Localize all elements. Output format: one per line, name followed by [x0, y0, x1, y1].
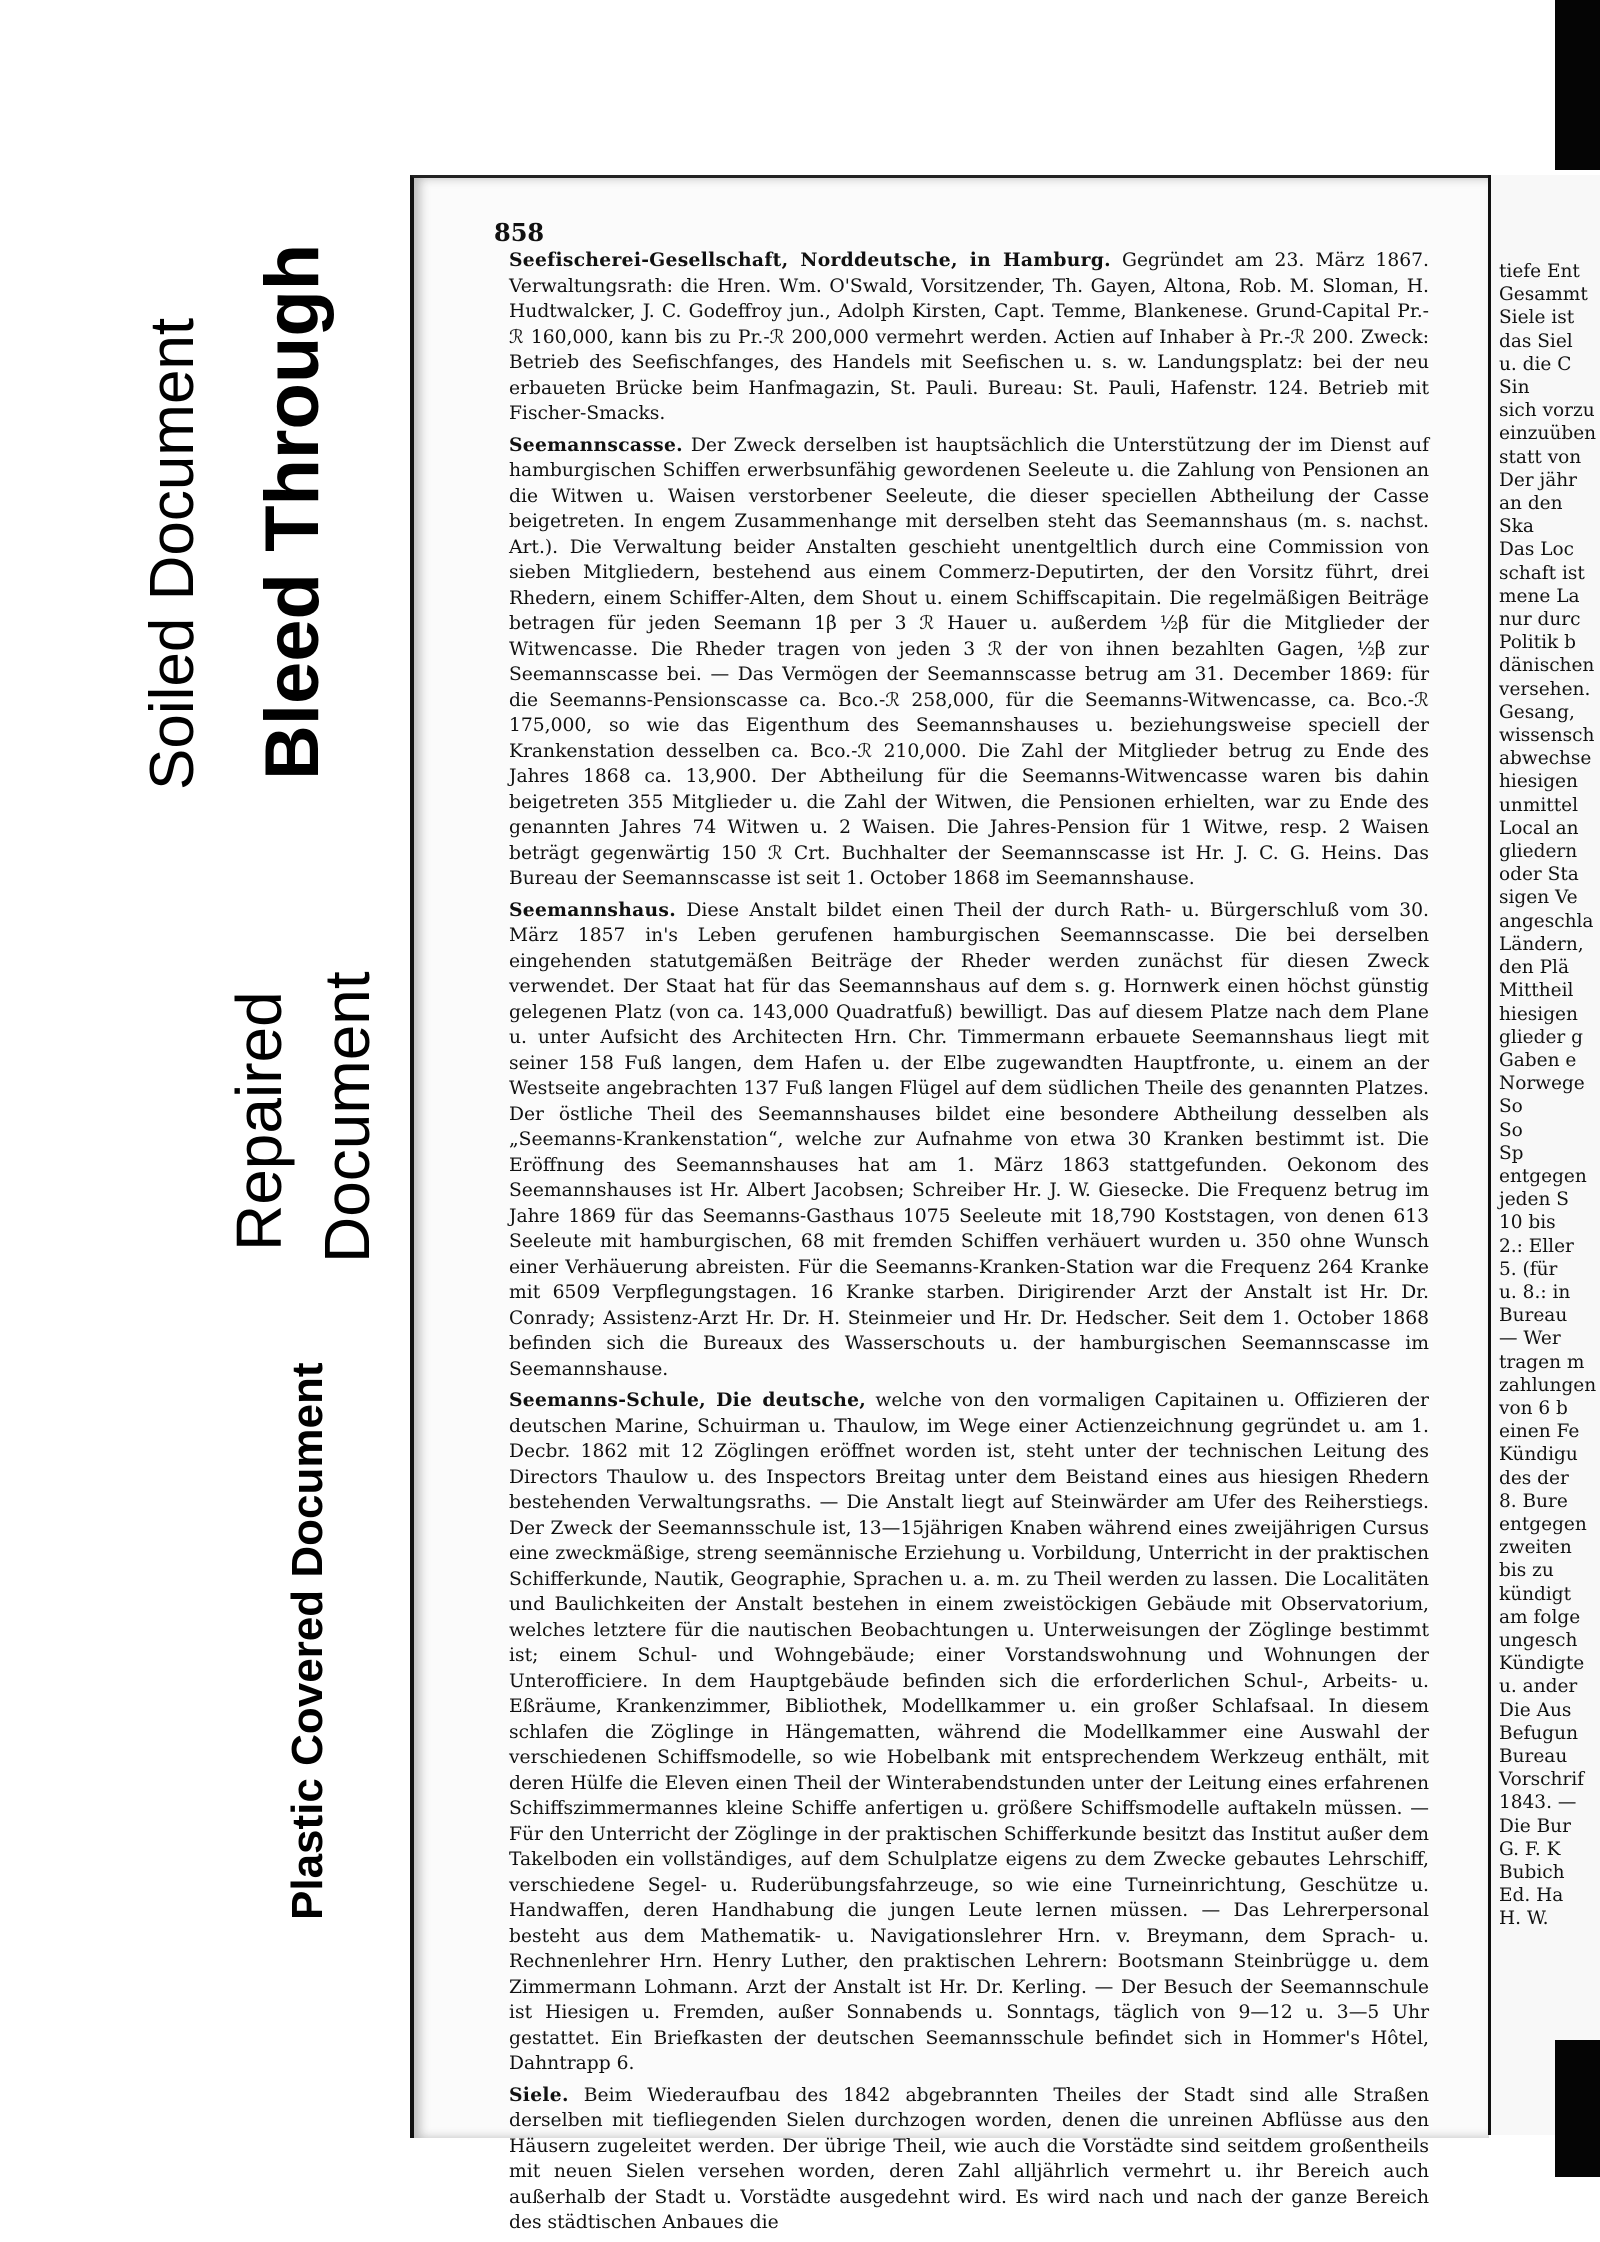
entry-text: Gegründet am 23. März 1867. Verwaltungsrath: die Hren. Wm. O'Swald, Vorsitzender, Th. Gayen, Altona, Rob. M. Sloman, H. Hudtwalcker, J. C. Godeffroy jun., Adolph Kirsten, Capt. Temme, Blankenese. Grund-Capital Pr.-ℛ 160,000, kann bis zu Pr.-ℛ 200,000 vermehrt werden. Actien auf Inhaber à Pr.-ℛ 200. Zweck: Betrieb des Seefischfanges, des Handels mit Seefischen u. s. w. Landungsplatz: bei der neu erbaueten Brücke beim Hanfmagazin, St. Pauli. Bureau: St. Pauli, Hafenstr. 124. Betrieb mit Fischer-Smacks.	[509, 250, 1429, 424]
adjacent-page-line: zahlungen	[1499, 1374, 1597, 1396]
adjacent-page-line: H. W.	[1499, 1908, 1549, 1930]
adjacent-page-line: So	[1499, 1119, 1523, 1141]
adjacent-page-line: Gesang,	[1499, 701, 1575, 723]
paragraph-seemannscasse	[509, 433, 1429, 892]
adjacent-page-line: Das Loc	[1499, 539, 1575, 561]
repaired-document-label-line1: Repaired	[223, 991, 295, 1251]
repaired-document-label-card	[215, 825, 390, 1285]
adjacent-page-line: hiesigen	[1499, 1003, 1578, 1025]
adjacent-page-line: oder Sta	[1499, 864, 1579, 886]
adjacent-page-line: von 6 b	[1499, 1397, 1568, 1419]
adjacent-page-line: Mittheil	[1499, 980, 1574, 1002]
adjacent-page-line: Der jähr	[1499, 469, 1578, 491]
soiled-document-label: Soiled Document	[138, 317, 207, 790]
adjacent-page-line: versehen.	[1499, 678, 1591, 700]
plastic-covered-label-card	[262, 1308, 370, 1928]
adjacent-page-line: tragen m	[1499, 1351, 1585, 1373]
adjacent-page-line: Ed. Ha	[1499, 1885, 1564, 1907]
entry-text: Diese Anstalt bildet einen Theil der durch Rath- u. Bürgerschluß vom 30. März 1857 in's Leben gerufenen hamburgischen Seemannscasse. Die bei derselben eingehenden statutgemäßen Beiträge der Rheder werden zunächst für diesen Zweck verwendet. Der Staat hat für das Seemannshaus auf dem s. g. Hornwerk einen höchst günstig gelegenen Platz (von ca. 143,000 Quadratfuß) bewilligt. Das auf diesem Platze nach dem Plane u. unter Aufsicht des Architecten Hrn. Chr. Timmermann erbauete Seemannshaus liegt mit seiner 158 Fuß langen, dem Hafen u. der Elbe zugewandten Hauptfronte, u. einem an der Westseite angebrachten 137 Fuß langen Flügel auf dem südlichen Theile des genannten Platzes. Der östliche Theil des Seemannshauses bildet eine besondere Abtheilung desselben als „Seemanns-Krankenstation“, welche zur Aufnahme von etwa 30 Kranken bestimmt ist. Die Eröffnung des Seemannshauses hat am 1. März 1863 stattgefunden. Oekonom des Seemannshauses ist Hr. Albert Jacobsen; Schreiber Hr. J. W. Giesecke. Die Frequenz betrug im Jahre 1869 für das Seemanns-Gasthaus 1075 Seeleute mit 18,790 Koststagen, von denen 613 Seeleute mit hamburgischen, 68 mit fremden Schiffen verhäuert wurden u. 350 ohne Wunsch einer Verhäuerung abreisten. Für die Seemanns-Kranken-Station war die Frequenz 264 Kranke mit 6509 Verpflegungstagen. 16 Kranke starben. Dirigirender Arzt der Anstalt ist Hr. Dr. Conrady; Assistenz-Arzt Hr. Dr. H. Steinmeier und Hr. Dr. Hedscher. Seit dem 1. October 1868 befinden sich die Bureaux des Wasserschouts u. der hamburgischen Seemannscasse im Seemannshause.	[509, 899, 1429, 1380]
adjacent-page-line: abwechse	[1499, 748, 1592, 770]
entry-heading: Siele.	[509, 2083, 569, 2106]
adjacent-page-line: statt von	[1499, 446, 1582, 468]
adjacent-page-line: So	[1499, 1096, 1523, 1118]
adjacent-page-line: 10 bis	[1499, 1212, 1556, 1234]
entry-text: Beim Wiederaufbau des 1842 abgebrannten Theiles der Stadt sind alle Straßen derselben mit tiefliegenden Sielen durchzogen worden, denen die unreinen Abflüsse aus den Häusern zugeleitet werden. Der übrige Theil, wie auch die Vorstädte sind seitdem großentheils mit neuen Sielen versehen worden, deren Zahl alljährlich vermehrt u. ihr Bereich auch außerhalb der Stadt u. Vorstädte ausgedehnt wird. Es wird nach und nach der ganze Bereich des städtischen Anbaues die	[509, 2084, 1429, 2233]
adjacent-page-line: u. die C	[1499, 353, 1572, 375]
adjacent-page-line: den Plä	[1499, 957, 1569, 979]
adjacent-page-line: einzuüben	[1499, 423, 1597, 445]
adjacent-page-line: kündigt	[1499, 1583, 1572, 1605]
adjacent-page-line: G. F. K	[1499, 1838, 1561, 1860]
paragraph-siele	[509, 2083, 1429, 2236]
repaired-document-label-line2: Document	[311, 971, 383, 1263]
adjacent-page-line: gliedern	[1499, 841, 1578, 863]
adjacent-page-line: — Wer	[1499, 1328, 1561, 1350]
adjacent-page-line: bis zu	[1499, 1560, 1554, 1582]
adjacent-page-line: des der	[1499, 1467, 1569, 1489]
adjacent-page-line: nur durc	[1499, 609, 1581, 631]
adjacent-page-line: Kündigte	[1499, 1653, 1585, 1675]
adjacent-page-line: Bureau	[1499, 1746, 1568, 1767]
adjacent-page-line: Norwege	[1499, 1073, 1585, 1095]
adjacent-page-line: dänischen	[1499, 655, 1595, 677]
adjacent-page-line: Siele ist	[1499, 307, 1575, 329]
adjacent-page-line: Sp	[1499, 1142, 1524, 1164]
adjacent-page-line: Befugun	[1499, 1722, 1578, 1744]
adjacent-page-line: hiesigen	[1499, 771, 1578, 793]
adjacent-page-line: Gesammt	[1499, 284, 1588, 306]
adjacent-page-line: einen Fe	[1499, 1421, 1580, 1443]
adjacent-page-line: an den	[1499, 493, 1563, 515]
adjacent-page-line: Local an	[1499, 817, 1579, 839]
adjacent-page-line: das Siel	[1499, 330, 1573, 352]
adjacent-page-line: ungesch	[1499, 1629, 1578, 1651]
adjacent-page-line: Die Bur	[1499, 1815, 1571, 1837]
paragraph-seemanns-schule	[509, 1388, 1429, 2077]
adjacent-page-line: glieder g	[1499, 1026, 1583, 1048]
bleed-through-label-card	[250, 208, 363, 813]
soiled-document-label-card	[138, 208, 246, 828]
adjacent-page-line: jeden S	[1499, 1189, 1569, 1211]
paragraph-seefischerei	[509, 248, 1429, 427]
adjacent-page-line: 8. Bure	[1499, 1490, 1568, 1512]
adjacent-page-line: schaft ist	[1499, 562, 1585, 584]
adjacent-page-line: sigen Ve	[1499, 887, 1578, 909]
paragraph-seemannshaus	[509, 898, 1429, 1383]
adjacent-page-line: angeschla	[1499, 910, 1594, 932]
adjacent-page-line: u. 8.: in	[1499, 1281, 1571, 1303]
adjacent-page-line: Die Aus	[1499, 1699, 1572, 1721]
plastic-covered-document-label: Plastic Covered Document	[283, 1362, 332, 1920]
adjacent-page-line: 5. (für	[1499, 1258, 1558, 1280]
entry-heading: Seemannscasse.	[509, 433, 683, 456]
adjacent-page-line: Bureau	[1499, 1305, 1568, 1327]
adjacent-page-line: Vorschrif	[1499, 1769, 1585, 1791]
entry-heading: Seemannshaus.	[509, 898, 677, 921]
adjacent-page-line: mene La	[1499, 585, 1580, 607]
page-number: 858	[494, 218, 545, 247]
adjacent-page-line: tiefe Ent	[1499, 261, 1580, 282]
adjacent-page-line: Ska	[1499, 516, 1534, 538]
adjacent-page-line: am folge	[1499, 1606, 1581, 1628]
entry-heading: Seefischerei-Gesellschaft, Norddeutsche, in Hamburg.	[509, 249, 1111, 271]
adjacent-page-line: u. ander	[1499, 1676, 1578, 1698]
adjacent-page-line: Ländern,	[1499, 933, 1584, 955]
bleed-through-label: Bleed Through	[250, 243, 335, 780]
entry-text: Der Zweck derselben ist hauptsächlich die Unterstützung der im Dienst auf hamburgischen Schiffen erwerbsunfähig gewordenen Seeleute u. die Zahlung von Pensionen an die Witwen u. Waisen verstorbener Seeleute, die dieser speciellen Abtheilung der Casse beigetreten. In engem Zusammenhange mit derselben steht das Seemannshaus (m. s. nachst. Art.). Die Verwaltung beider Anstalten geschieht unentgeltlich durch eine Commission von sieben Mitgliedern, bestehend aus einem Commerz-Deputirten, der den Vorsitz führt, drei Rhedern, einem Schiffer-Alten, dem Shout u. einem Schiffscapitain. Die regelmäßigen Beiträge betragen für jeden Seemann 1β per 3 ℛ Hauer u. außerdem ½β für die Mitglieder der Witwencasse. Die Rheder tragen von jeden 3 ℛ der von ihnen bezahlten Gagen, ½β zur Seemannscasse bei. — Das Vermögen der Seemannscasse betrug am 31. December 1869: für die Seemanns-Pensionscasse ca. Bco.-ℛ 258,000, für die Seemanns-Witwencasse, ca. Bco.-ℛ 175,000, so wie das Eigenthum des Seemannshauses u. beziehungsweise speciell der Krankenstation desselben ca. Bco.-ℛ 210,000. Die Zahl der Mitglieder betrug zu Ende des Jahres 1868 ca. 13,900. Der Abtheilung für die Seemanns-Witwencasse waren bis dahin beigetreten 355 Mitglieder u. die Zahl der Witwen, die Pensionen erhielten, war zu Ende des genannten Jahres 74 Witwen u. 2 Waisen. Die Jahres-Pension für 1 Witwe, resp. 2 Waisen beträgt gegenwärtig 150 ℛ Crt. Buchhalter der Seemannscasse ist Hr. J. C. G. Heins. Das Bureau der Seemannscasse ist seit 1. October 1868 im Seemannshause.	[509, 434, 1429, 889]
adjacent-page-line: 1843. —	[1499, 1792, 1577, 1814]
adjacent-page-line: Sin	[1499, 377, 1530, 399]
adjacent-page-line: Kündigu	[1499, 1444, 1578, 1466]
binder-bar-bottom	[1555, 2040, 1600, 2177]
binder-bar-top	[1555, 0, 1600, 170]
adjacent-page-line: 2.: Eller	[1499, 1235, 1574, 1257]
adjacent-page-text	[1499, 260, 1600, 1931]
adjacent-page-line: zweiten	[1499, 1537, 1572, 1559]
article-column	[509, 248, 1429, 2242]
adjacent-page-line: Gaben e	[1499, 1049, 1577, 1071]
entry-text: welche von den vormaligen Capitainen u. Offizieren der deutschen Marine, Schuirman u. Thaulow, im Wege einer Actienzeichnung gegründet u. am 1. Decbr. 1862 mit 12 Zöglingen eröffnet worden ist, steht unter der technischen Leitung des Directors Thaulow u. des Inspectors Breitag unter dem Beistand eines aus hiesigen Rhedern bestehenden Verwaltungsraths. — Die Anstalt liegt auf Steinwärder am Ufer des Reiherstiegs. Der Zweck der Seemannsschule ist, 13—15jährigen Knaben während eines zweijährigen Cursus eine zweckmäßige, streng seemännische Erziehung u. Vorbildung, Unterricht in der praktischen Schifferkunde, Nautik, Geographie, Sprachen u. a. m. zu Theil werden zu lassen. Die Localitäten und Baulichkeiten der Anstalt bestehen in einem zweistöckigen Gebäude mit Observatorium, welches letztere für die nautischen Beobachtungen u. Unterweisungen der Zöglinge bestimmt ist; einem Schul- und Wohngebäude; einer Vorstandswohnung und Wohnungen der Unterofficiere. In dem Hauptgebäude befinden sich die erforderlichen Schul-, Arbeits- u. Eßräume, Krankenzimmer, Bibliothek, Modellkammer u. ein großer Schlafsaal. In diesem schlafen die Zöglinge in Hängematten, während die Modellkammer eine Auswahl der verschiedenen Schiffsmodelle, so wie Hobelbank mit entsprechendem Werkzeug enthält, mit deren Hülfe die Eleven einen Theil der Winterabendstunden unter der Leitung eines erfahrenen Schiffszimmermannes kleine Schiffe anfertigen u. größere Schiffsmodelle auftakeln müssen. — Für den Unterricht der Zöglinge in der praktischen Schifferkunde besitzt das Institut außer dem Takelboden ein vollständiges, auf dem Schulplatze eigens zu dem Zwecke gebautes Lehrschiff, verschiedene Segel- u. Ruderübungsfahrzeuge, so wie eine Turneinrichtung, Geschütze u. Handwaffen, deren Handhabung die jungen Leute lernen müssen. — Das Lehrerpersonal besteht aus dem Mathematik- u. Navigationslehrer Hrn. v. Breymann, dem Sprach- u. Rechnenlehrer Hrn. Henry Luther, den praktischen Lehrern: Bootsmann Steinbrügge u. dem Zimmermann Lohmann. Arzt der Anstalt ist Hr. Dr. Kerling. — Der Besuch der Seemannschule ist Hiesigen u. Fremden, außer Sonnabends u. Sonntags, täglich von 9—12 u. 3—5 Uhr gestattet. Ein Briefkasten der deutschen Seemannsschule befindet sich in Hommer's Hôtel, Dahntrapp 6.	[509, 1390, 1429, 2074]
entry-heading: Seemanns-Schule, Die deutsche,	[509, 1389, 867, 1411]
adjacent-page-line: sich vorzu	[1499, 400, 1595, 422]
adjacent-page-line: wissensch	[1499, 725, 1595, 747]
adjacent-page	[1488, 175, 1600, 2135]
adjacent-page-line: Bubich	[1499, 1862, 1565, 1884]
adjacent-page-line: unmittel	[1499, 794, 1579, 816]
adjacent-page-line: Politik b	[1499, 632, 1576, 654]
adjacent-page-line: entgegen	[1499, 1165, 1587, 1187]
scanned-page	[410, 175, 1489, 2233]
adjacent-page-line: entgegen	[1499, 1513, 1587, 1535]
